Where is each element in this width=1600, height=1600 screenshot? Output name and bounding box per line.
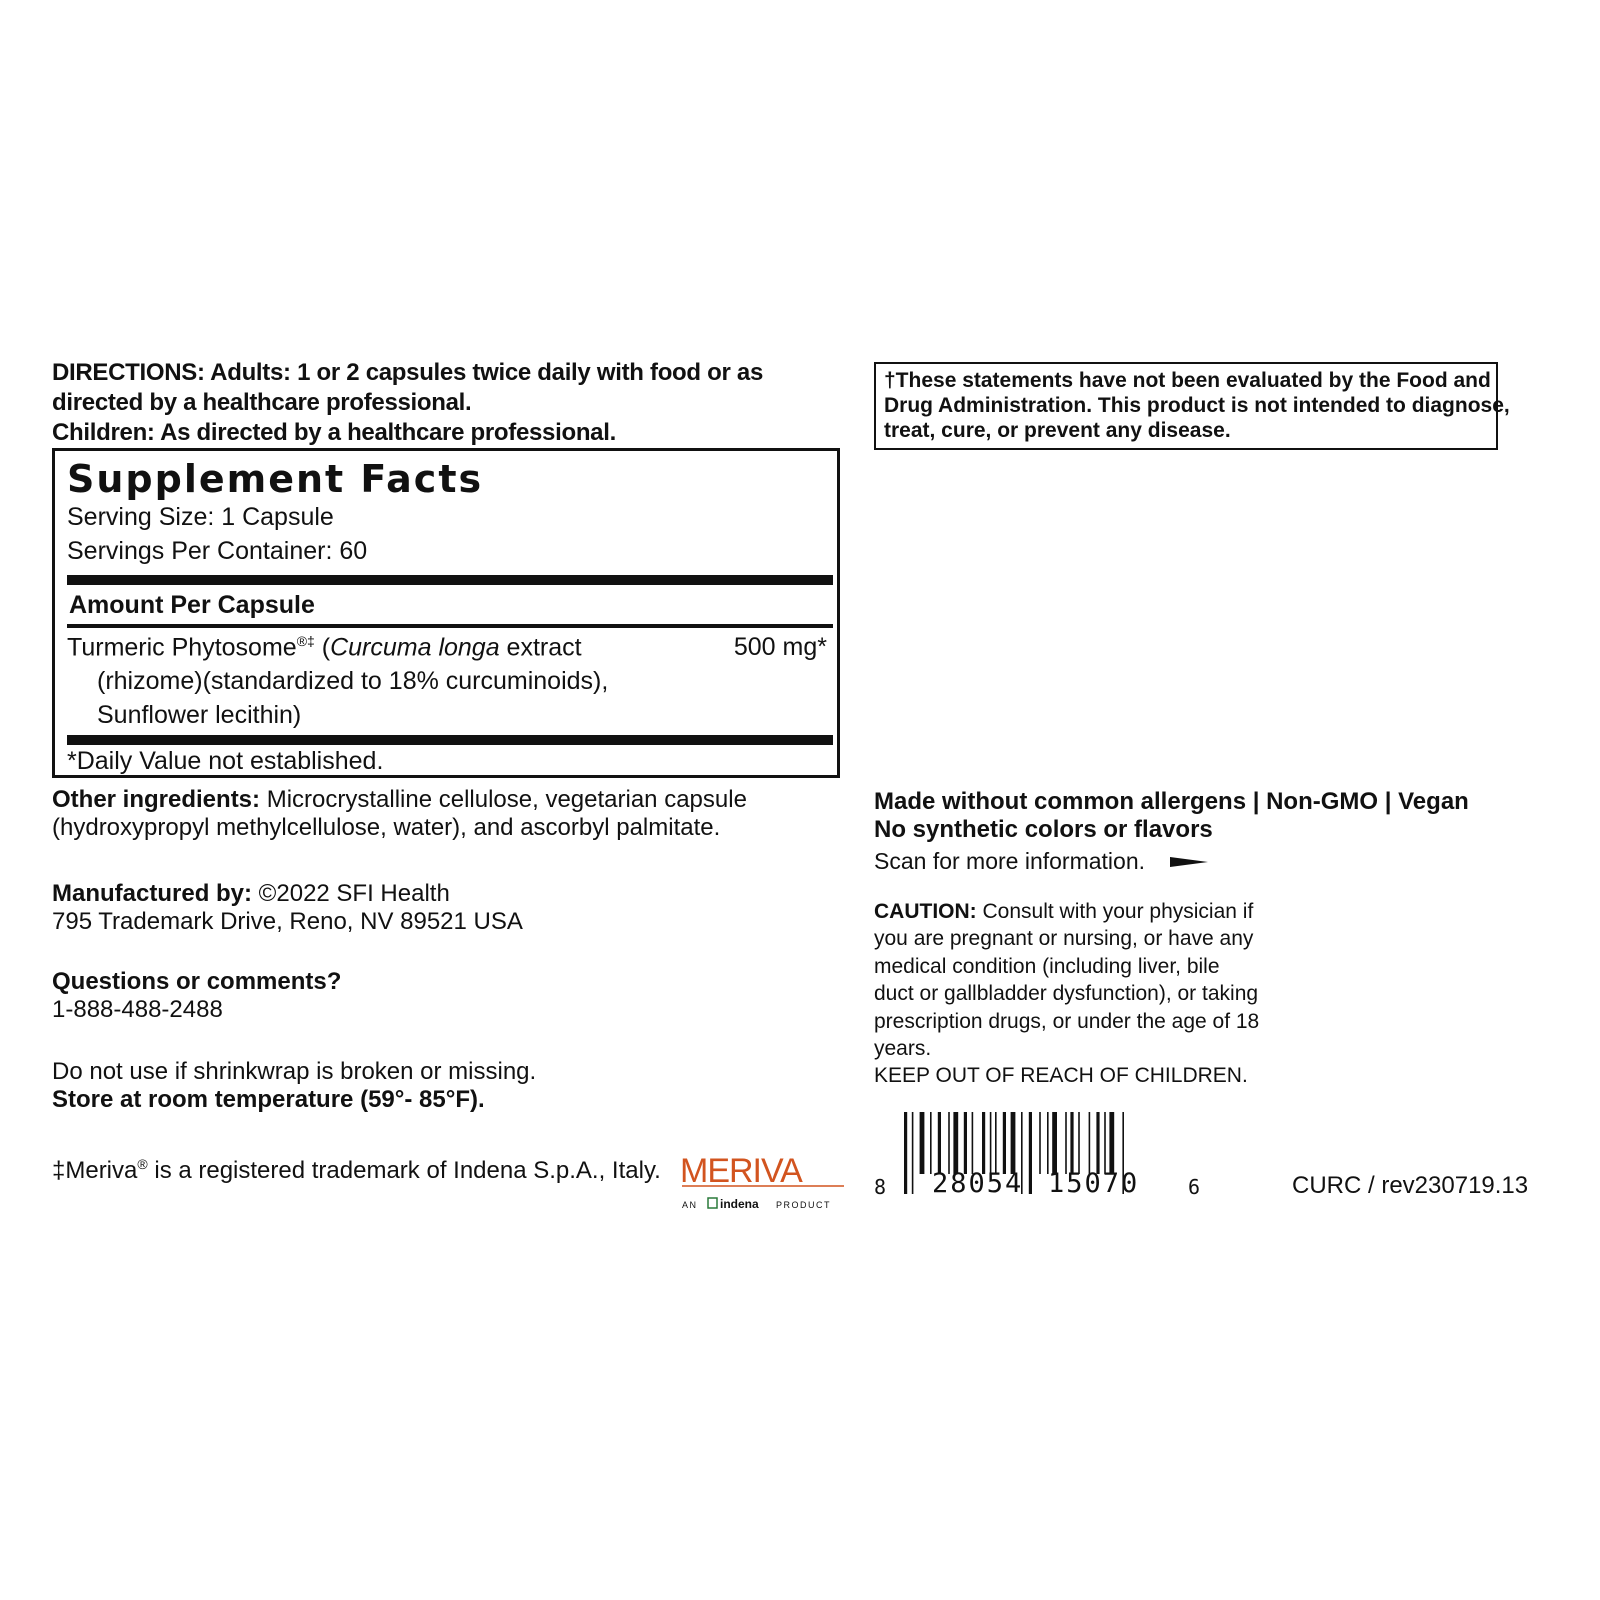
caution-line-7: KEEP OUT OF REACH OF CHILDREN. [874, 1064, 1248, 1088]
barcode-bar [964, 1112, 967, 1174]
ingredient-name-prefix: Turmeric Phytosome [67, 633, 297, 662]
barcode-bar [972, 1112, 974, 1174]
meriva-wordmark: MERIVA [680, 1152, 802, 1190]
barcode-bar [1065, 1112, 1067, 1174]
other-ingredients-line-2: (hydroxypropyl methylcellulose, water), and ascorbyl palmitate. [52, 814, 721, 841]
supplement-facts-title: Supplement Facts [67, 457, 484, 501]
barcode-bar [982, 1112, 985, 1174]
manufacturer-name: ©2022 SFI Health [252, 880, 450, 907]
thick-divider [67, 575, 833, 585]
manufacturer-address: 795 Trademark Drive, Reno, NV 89521 USA [52, 908, 523, 935]
shrinkwrap-warning: Do not use if shrinkwrap is broken or missing. [52, 1058, 537, 1085]
other-ingredients-label: Other ingredients: [52, 786, 261, 813]
trademark-notice [52, 1156, 661, 1185]
barcode-bar [904, 1112, 907, 1194]
product-claims [874, 788, 1469, 844]
barcode-bar [1070, 1112, 1073, 1174]
ingredient-marks: ®‡ [296, 633, 315, 649]
thin-divider [67, 624, 833, 628]
caution-line-5: prescription drugs, or under the age of 18 [874, 1009, 1260, 1033]
barcode-bar [995, 1112, 997, 1174]
barcode-bar [1089, 1112, 1091, 1174]
ingredient-latin-name: Curcuma longa [330, 633, 500, 662]
barcode-bar [1096, 1112, 1099, 1174]
phone-number: 1-888-488-2488 [52, 996, 223, 1023]
barcode-bar [930, 1112, 932, 1174]
ingredient-detail-line-3: Sunflower lecithin) [97, 701, 302, 729]
barcode-bar [1078, 1112, 1080, 1174]
barcode-bar [1029, 1112, 1032, 1194]
meriva-tagline-pre: AN [682, 1200, 698, 1210]
barcode-check-digit: 6 [1188, 1175, 1201, 1199]
directions-line-3: Children: As directed by a healthcare professional. [52, 419, 616, 446]
barcode-bar [920, 1112, 925, 1174]
amount-per-capsule-header: Amount Per Capsule [69, 591, 315, 619]
meriva-logo [680, 1148, 846, 1214]
ingredient-open-paren: ( [314, 633, 331, 662]
claims-line-1: Made without common allergens | Non-GMO | Vegan [874, 788, 1469, 815]
trademark-text: is a registered trademark of Indena S.p.A., Italy. [147, 1157, 661, 1184]
supplement-facts-panel [52, 448, 840, 778]
storage-temperature: Store at room temperature (59°- 85°F). [52, 1086, 485, 1113]
barcode-bar [912, 1112, 914, 1194]
manufacturer-info [52, 880, 523, 936]
other-ingredients [52, 786, 842, 842]
thick-divider-bottom [67, 735, 833, 745]
directions-line-2: directed by a healthcare professional. [52, 389, 472, 416]
barcode-bar [938, 1112, 941, 1174]
meriva-tagline-post: PRODUCT [776, 1200, 831, 1210]
barcode-bar [1109, 1112, 1114, 1174]
questions-label: Questions or comments? [52, 968, 342, 995]
indena-brand: indena [720, 1197, 759, 1211]
barcode-right-group: 15070 [1048, 1168, 1140, 1199]
caution-line-1: Consult with your physician if [976, 900, 1254, 923]
barcode-first-digit: 8 [874, 1175, 887, 1199]
ingredient-amount: 500 mg* [733, 633, 827, 661]
ingredient-name [67, 633, 582, 662]
barcode-bar [948, 1112, 950, 1174]
barcode-bar [1052, 1112, 1057, 1174]
trademark-symbol: ‡Meriva [52, 1157, 138, 1184]
barcode-bar [1039, 1112, 1041, 1174]
barcode-bar [990, 1112, 992, 1174]
ingredient-detail-line-2: (rhizome)(standardized to 18% curcuminoids), [97, 667, 609, 695]
arrow-right-icon [1170, 856, 1208, 868]
barcode-bar [1003, 1112, 1006, 1174]
caution-line-6: years. [874, 1037, 932, 1061]
storage-block [52, 1058, 536, 1114]
barcode-bar [953, 1112, 958, 1174]
upc-barcode [874, 1112, 1214, 1208]
caution-line-3: medical condition (including liver, bile [874, 954, 1220, 978]
indena-icon [708, 1198, 717, 1208]
scan-for-info: Scan for more information. [874, 848, 1146, 874]
caution-line-4: duct or gallbladder dysfunction), or taking [874, 982, 1259, 1006]
daily-value-note: *Daily Value not established. [67, 747, 384, 775]
trademark-reg: ® [137, 1156, 148, 1172]
directions-block [52, 358, 852, 448]
revision-code: CURC / rev230719.13 [1292, 1172, 1529, 1199]
caution-label: CAUTION: [874, 900, 977, 923]
manufacturer-label: Manufactured by: [52, 880, 253, 907]
directions-line-1: DIRECTIONS: Adults: 1 or 2 capsules twice daily with food or as [52, 359, 764, 386]
barcode-left-group: 28054 [932, 1168, 1024, 1199]
serving-size: Serving Size: 1 Capsule [67, 503, 334, 531]
barcode-bar [1011, 1112, 1016, 1174]
caution-line-2: you are pregnant or nursing, or have any [874, 927, 1254, 951]
fda-disclaimer-box [874, 362, 1510, 450]
fda-line-3: treat, cure, or prevent any disease. [884, 419, 1231, 442]
barcode-bar [1104, 1112, 1106, 1174]
questions-block [52, 968, 341, 1024]
fda-line-2: Drug Administration. This product is not intended to diagnose, [884, 394, 1510, 417]
other-ingredients-line-1: Microcrystalline cellulose, vegetarian capsule [260, 786, 747, 813]
caution-block [874, 898, 1259, 1090]
barcode-bar [1047, 1112, 1049, 1174]
claims-line-2: No synthetic colors or flavors [874, 816, 1213, 843]
fda-line-1: †These statements have not been evaluated by the Food and [884, 369, 1491, 392]
ingredient-name-suffix: extract [499, 633, 582, 662]
servings-per-container: Servings Per Container: 60 [67, 537, 368, 565]
